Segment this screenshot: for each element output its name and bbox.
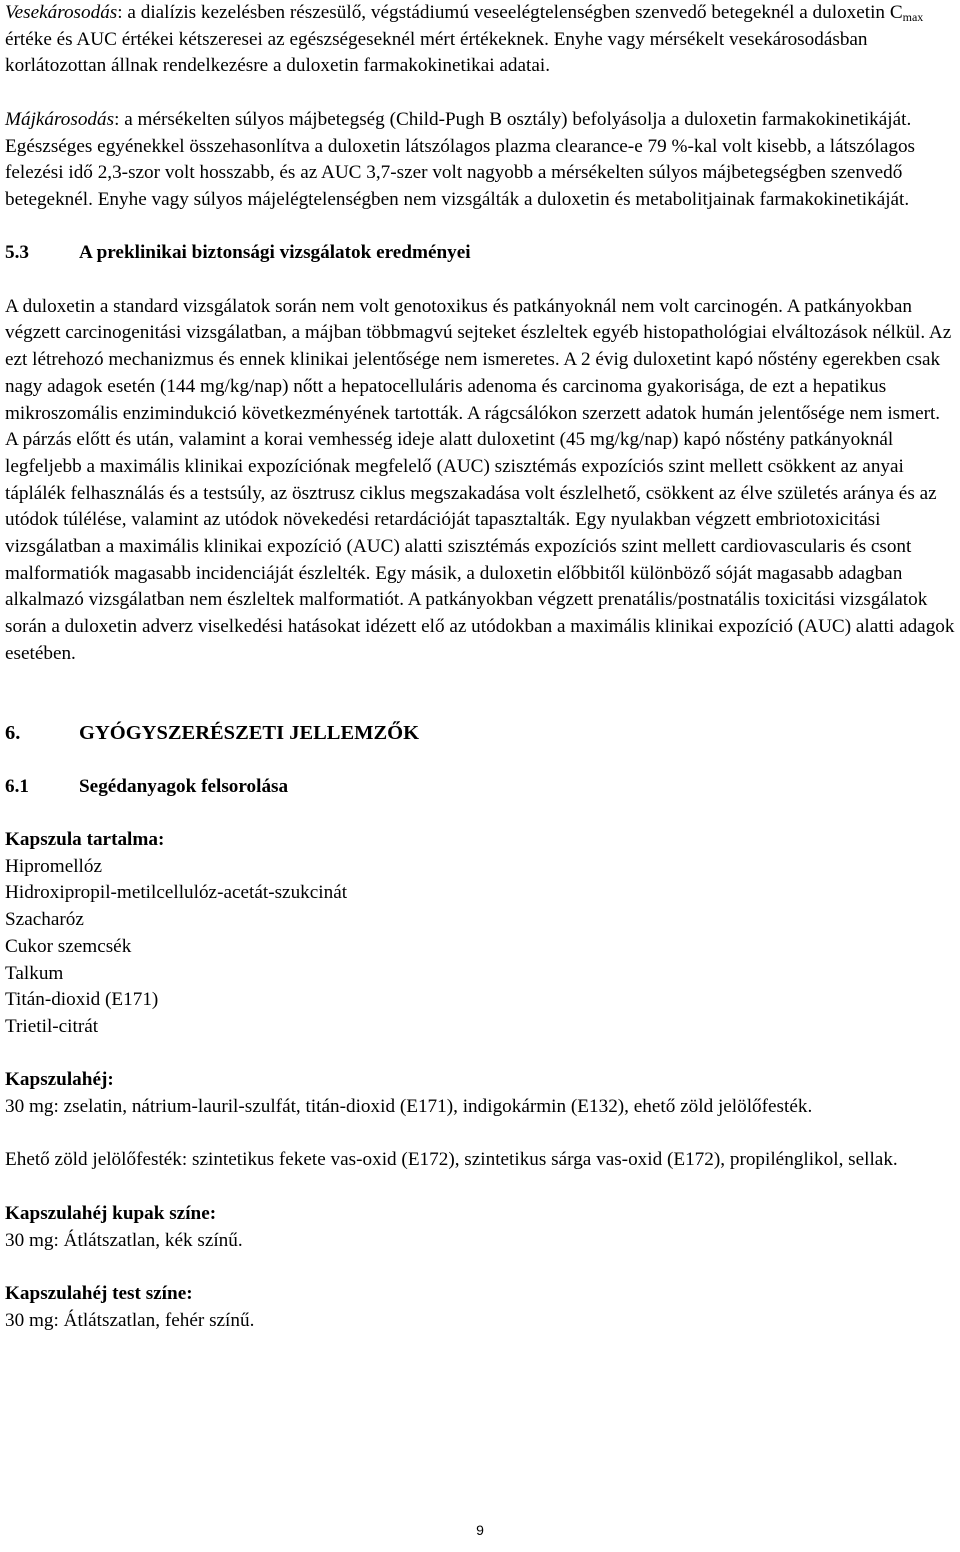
- hepatic-impairment-paragraph: [5, 107, 955, 214]
- capsule-content-block: [5, 827, 955, 1041]
- capsule-shell-heading: Kapszulahéj:: [5, 1069, 114, 1091]
- cmax-subscript: max: [902, 10, 924, 24]
- excipient-item: Trietil-citrát: [5, 1015, 99, 1037]
- preclinical-safety-paragraph: A duloxetin a standard vizsgálatok során nem volt genotoxikus és patkányoknál nem volt carcinogén. A patkányokban végzett carcinogenitási vizsgálatban, a májban többmagvú sejteket észleltek egyéb histopathológiai elváltozások nélkül. Az ezt létrehozó mechanizmus és ennek klinikai jelentősége nem ismeretes. A 2 évig duloxetint kapó nőstény egerekben csak nagy adagok esetén (144 mg/kg/nap) nőtt a hepatocelluláris adenoma és carcinoma gyakorisága, de ezt a hepatikus mikroszomális enzimindukció következményének tartották. A rágcsálókon szerzett adatok humán jelentősége nem ismert. A párzás előtt és után, valamint a korai vemhesség ideje alatt duloxetint (45 mg/kg/nap) kapó nőstény patkányoknál legfeljebb a maximális klinikai expozíciónak megfelelő (AUC) szisztémás expozíciós szint mellett csökkent az anyai táplálék felhasználás és a testsúly, az ösztrusz ciklus megszakadása volt észlelhető, csökkent az élve születés aránya és az utódok túlélése, valamint az utódok növekedési retardációját tapasztalták. Egy nyulakban végzett embriotoxicitási vizsgálatban a maximális klinikai expozíció (AUC) alatti szisztémás expozíciós szint mellett cardiovascularis és csont malformatiók magasabb incidenciáját észlelték. Egy másik, a duloxetin előbbitől különböző sóját magasabb adagban alkalmazó vizsgálatban nem észleltek malformatiót. A patkányokban végzett prenatális/postnatális toxicitási vizsgálatok során a duloxetin adverz viselkedési hatásokat idézett elő az utódokban a maximális klinikai expozíció (AUC) alatti adagok esetében.: [5, 295, 955, 664]
- capsule-shell-block: [5, 1067, 955, 1120]
- section-6-1-heading: [5, 774, 955, 801]
- renal-impairment-paragraph: [5, 0, 955, 80]
- section-6-title: GYÓGYSZERÉSZETI JELLEMZŐK: [79, 722, 420, 745]
- excipient-item: Talkum: [5, 962, 64, 984]
- body-color-block: [5, 1281, 955, 1334]
- body-color-text: 30 mg: Átlátszatlan, fehér színű.: [5, 1309, 255, 1331]
- excipient-item: Szacharóz: [5, 909, 84, 931]
- section-6-1-number: 6.1: [5, 775, 29, 797]
- section-5-3-heading: [5, 240, 955, 267]
- excipient-item: Hipromellóz: [5, 855, 102, 877]
- printing-ink-paragraph: Ehető zöld jelölőfesték: szintetikus fekete vas-oxid (E172), szintetikus sárga vas-oxid (E172), propilénglikol, sellak.: [5, 1149, 898, 1171]
- spacer: [5, 694, 955, 720]
- cap-color-text: 30 mg: Átlátszatlan, kék színű.: [5, 1229, 243, 1251]
- renal-impairment-label: Vesekárosodás: [5, 2, 118, 23]
- section-5-3-number: 5.3: [5, 242, 29, 264]
- body-color-heading: Kapszulahéj test színe:: [5, 1282, 193, 1304]
- cap-color-block: [5, 1201, 955, 1254]
- renal-impairment-text-2: értéke és AUC értékei kétszeresei az egészségeseknél mért értékeknek. Enyhe vagy mérsékelt vesekárosodásban korlátozottan állnak rendelkezésre a duloxetin farmakokinetikai adatai.: [5, 28, 868, 77]
- cap-color-heading: Kapszulahéj kupak színe:: [5, 1202, 217, 1224]
- section-6-heading: [5, 720, 955, 747]
- capsule-content-heading: Kapszula tartalma:: [5, 829, 165, 850]
- excipient-item: Cukor szemcsék: [5, 935, 132, 957]
- document-page: [5, 0, 955, 1361]
- renal-impairment-text-1: : a dialízis kezelésben részesülő, végstádiumú veseelégtelenségben szenvedő betegeknél a duloxetin C: [117, 2, 903, 23]
- excipient-item: Hidroxipropil-metilcellulóz-acetát-szukcinát: [5, 882, 348, 904]
- section-6-number: 6.: [5, 722, 21, 745]
- page-number: 9: [476, 1522, 484, 1538]
- section-6-1-title: Segédanyagok felsorolása: [79, 775, 289, 797]
- section-5-3-title: A preklinikai biztonsági vizsgálatok eredményei: [79, 242, 471, 264]
- capsule-shell-text: 30 mg: zselatin, nátrium-lauril-szulfát, titán-dioxid (E171), indigokármin (E132), ehető zöld jelölőfesték.: [5, 1096, 813, 1118]
- hepatic-impairment-text: : a mérsékelten súlyos májbetegség (Child-Pugh B osztály) befolyásolja a duloxetin farmakokinetikáját. Egészséges egyénekkel összehasonlítva a duloxetin látszólagos plazma clearance-e 79 %-kal volt kisebb, a látszólagos felezési idő 2,3-szor volt hosszabb, és az AUC 3,7-szer volt nagyobb a mérsékelten súlyos májbetegségben szenvedő betegeknél. Enyhe vagy súlyos májelégtelenségben nem vizsgálták a duloxetin és metabolitjainak farmakokinetikáját.: [5, 108, 916, 210]
- excipient-item: Titán-dioxid (E171): [5, 989, 159, 1011]
- hepatic-impairment-label: Májkárosodás: [5, 108, 115, 130]
